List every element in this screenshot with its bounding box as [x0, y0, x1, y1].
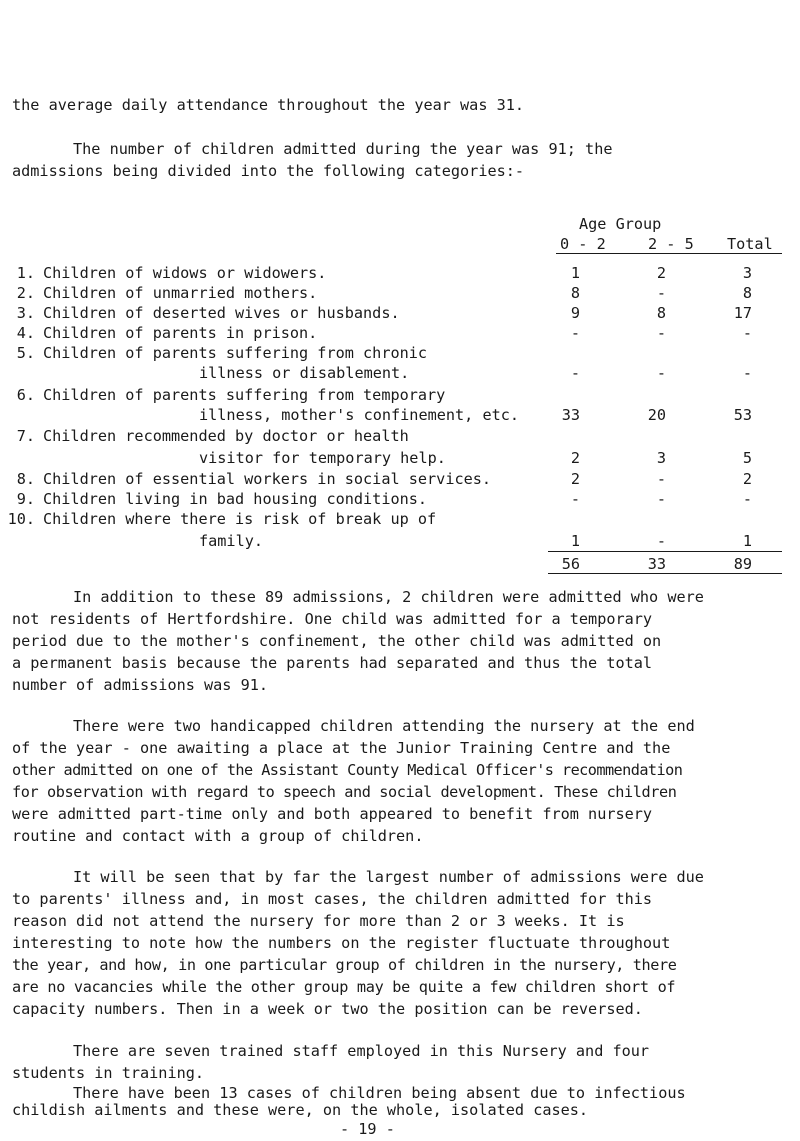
row-label: Children of parents suffering from chronic [43, 344, 428, 362]
text-line: period due to the mother's confinement, the other child was admitted on [12, 632, 662, 650]
row-label: Children of deserted wives or husbands. [43, 304, 400, 322]
value-0-2: - [570, 324, 580, 342]
text-line: interesting to note how the numbers on the register fluctuate throughout [12, 934, 671, 952]
intro-line: the average daily attendance throughout the year was 31. [12, 96, 525, 114]
row-label: Children of parents suffering from temporary [43, 386, 446, 404]
text-line: reason did not attend the nursery for more than 2 or 3 weeks. It is [12, 912, 625, 930]
value-2-5: - [656, 490, 666, 508]
totals-overline [548, 551, 782, 552]
column-header-0-2: 0 - 2 [560, 235, 606, 253]
total-2-5: 33 [647, 555, 666, 573]
age-group-header: Age Group [579, 215, 662, 233]
value-2-5: - [656, 532, 666, 550]
row-label: Children where there is risk of break up of [43, 510, 437, 528]
totals-underline [548, 573, 782, 574]
value-0-2: 1 [570, 532, 580, 550]
row-number: 6. [16, 386, 35, 404]
value-total: - [742, 490, 752, 508]
text-line: for observation with regard to speech and social development. These children [12, 783, 677, 801]
column-header-total: Total [727, 235, 773, 253]
text-line: students in training. [12, 1064, 205, 1082]
row-number: 10. [7, 510, 35, 528]
text-line: were admitted part-time only and both appeared to benefit from nursery [12, 805, 653, 823]
text-line: There have been 13 cases of children being absent due to infectious [73, 1084, 686, 1102]
value-total: - [742, 324, 752, 342]
row-label: Children of essential workers in social services. [43, 470, 492, 488]
value-2-5: - [656, 324, 666, 342]
value-total: - [742, 364, 752, 382]
value-2-5: 8 [656, 304, 666, 322]
header-underline [556, 253, 782, 254]
total-total: 89 [733, 555, 752, 573]
value-2-5: - [656, 364, 666, 382]
value-total: 53 [733, 406, 752, 424]
page-number: - 19 - [340, 1120, 395, 1138]
value-total: 3 [742, 264, 752, 282]
text-line: There are seven trained staff employed in this Nursery and four [73, 1042, 650, 1060]
text-line: to parents' illness and, in most cases, the children admitted for this [12, 890, 653, 908]
text-line: There were two handicapped children attending the nursery at the end [73, 717, 695, 735]
value-total: 2 [742, 470, 752, 488]
value-0-2: 2 [570, 449, 580, 467]
value-total: 8 [742, 284, 752, 302]
row-label-continued: illness, mother's confinement, etc. [199, 406, 520, 424]
row-number: 9. [16, 490, 35, 508]
text-line: routine and contact with a group of children. [12, 827, 424, 845]
column-header-2-5: 2 - 5 [648, 235, 694, 253]
text-line: childish ailments and these were, on the whole, isolated cases. [12, 1101, 589, 1119]
intro-line: admissions being divided into the following categories:- [12, 162, 525, 180]
text-line: In addition to these 89 admissions, 2 children were admitted who were [73, 588, 704, 606]
text-line: capacity numbers. Then in a week or two the position can be reversed. [12, 1000, 643, 1018]
value-2-5: - [656, 470, 666, 488]
row-number: 2. [16, 284, 35, 302]
row-label: Children of unmarried mothers. [43, 284, 318, 302]
row-label: Children living in bad housing conditions. [43, 490, 428, 508]
row-number: 7. [16, 427, 35, 445]
value-0-2: 9 [570, 304, 580, 322]
text-line: a permanent basis because the parents had separated and thus the total [12, 654, 653, 672]
text-line: not residents of Hertfordshire. One child was admitted for a temporary [12, 610, 653, 628]
row-label: Children of widows or widowers. [43, 264, 327, 282]
value-0-2: 1 [570, 264, 580, 282]
value-0-2: - [570, 364, 580, 382]
row-number: 3. [16, 304, 35, 322]
row-number: 5. [16, 344, 35, 362]
value-total: 17 [733, 304, 752, 322]
value-2-5: - [656, 284, 666, 302]
value-0-2: 2 [570, 470, 580, 488]
value-0-2: - [570, 490, 580, 508]
text-line: number of admissions was 91. [12, 676, 269, 694]
row-label-continued: family. [199, 532, 264, 550]
value-0-2: 33 [561, 406, 580, 424]
text-line: of the year - one awaiting a place at the Junior Training Centre and the [12, 739, 671, 757]
value-0-2: 8 [570, 284, 580, 302]
value-2-5: 2 [656, 264, 666, 282]
value-total: 5 [742, 449, 752, 467]
text-line: It will be seen that by far the largest number of admissions were due [73, 868, 704, 886]
intro-line: The number of children admitted during the year was 91; the [73, 140, 613, 158]
row-number: 1. [16, 264, 35, 282]
text-line: the year, and how, in one particular group of children in the nursery, there [12, 956, 677, 974]
row-number: 8. [16, 470, 35, 488]
value-2-5: 3 [656, 449, 666, 467]
text-line: other admitted on one of the Assistant County Medical Officer's recommendation [12, 761, 683, 779]
value-2-5: 20 [647, 406, 666, 424]
value-total: 1 [742, 532, 752, 550]
row-label-continued: illness or disablement. [199, 364, 410, 382]
row-label-continued: visitor for temporary help. [199, 449, 446, 467]
total-0-2: 56 [561, 555, 580, 573]
row-label: Children recommended by doctor or health [43, 427, 409, 445]
row-label: Children of parents in prison. [43, 324, 318, 342]
row-number: 4. [16, 324, 35, 342]
text-line: are no vacancies while the other group may be quite a few children short of [12, 978, 676, 996]
